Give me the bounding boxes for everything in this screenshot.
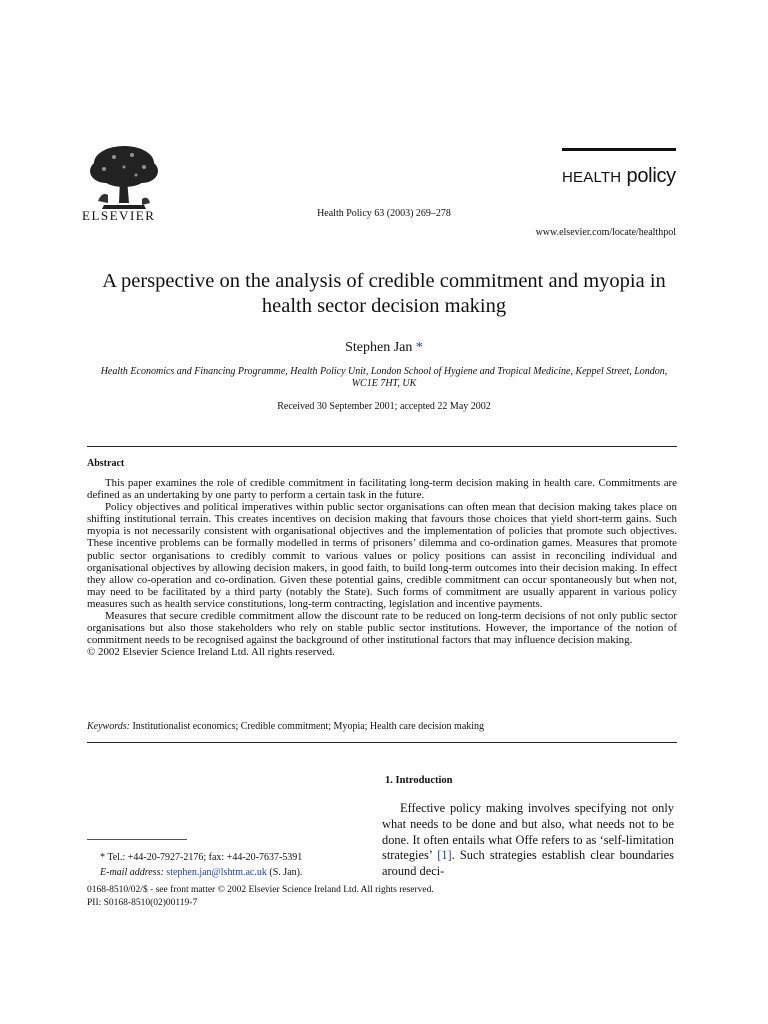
- journal-brand-bar: [562, 148, 676, 151]
- author-footnote: [100, 850, 302, 880]
- email-link[interactable]: stephen.jan@lshtm.ac.uk: [166, 867, 267, 878]
- abstract-paragraph: This paper examines the role of credible commitment in facilitating long-term decision making in health care. Commitments are defined as an undertaking by one party to perform a certain task in the future.: [87, 477, 677, 502]
- journal-brand-logo: [562, 165, 676, 188]
- email-suffix: (S. Jan).: [266, 867, 303, 878]
- author-line: [0, 340, 768, 356]
- abstract-bottom-rule: [87, 742, 677, 743]
- reference-link[interactable]: [1]: [437, 848, 452, 863]
- introduction-text: [382, 801, 674, 880]
- keywords: [87, 721, 677, 732]
- author-footnote-mark[interactable]: *: [415, 340, 423, 355]
- journal-reference: Health Policy 63 (2003) 269–278: [317, 208, 451, 219]
- footnote-rule: [87, 839, 187, 840]
- footnote-contact: * Tel.: +44-20-7927-2176; fax: +44-20-7637-5391: [100, 852, 303, 863]
- abstract-top-rule: [87, 446, 677, 447]
- journal-url-link[interactable]: www.elsevier.com/locate/healthpol: [535, 227, 676, 238]
- received-dates: Received 30 September 2001; accepted 22 May 2002: [277, 401, 491, 412]
- abstract-body: [87, 477, 677, 658]
- abstract-heading: Abstract: [87, 458, 125, 469]
- intro-text-start: Effective policy making involves specifying not only what needs to be done and but also, what needs not to be done. It often entails what Offe refers to as ‘self-limitation strategies’: [382, 801, 674, 863]
- issn-line: 0168-8510/02/$ - see front matter © 2002 Elsevier Science Ireland Ltd. All rights reserved.: [87, 885, 434, 895]
- front-matter: [87, 884, 434, 910]
- email-label: E-mail address:: [100, 867, 164, 878]
- abstract-copyright: © 2002 Elsevier Science Ireland Ltd. All rights reserved.: [87, 646, 335, 659]
- footnote-email-line: [100, 865, 302, 880]
- abstract-paragraph: Measures that secure credible commitment allow the discount rate to be reduced on long-term decisions of not only public sector organisations but also those stakeholders who rely on stable public sector institutions. However, the importance of the notion of commitment needs to be recognised against the background of other institutional factors that may influence decision making.: [87, 610, 677, 647]
- brand-suffix: policy: [621, 165, 676, 187]
- keywords-text: Institutionalist economics; Credible commitment; Myopia; Health care decision making: [132, 721, 485, 732]
- publisher-name: ELSEVIER: [82, 208, 156, 223]
- intro-text-end: . Such strategies establish clear boundaries around deci-: [382, 848, 674, 879]
- pii-line: PII: S0168-8510(02)00119-7: [87, 898, 198, 908]
- article-title: A perspective on the analysis of credible commitment and myopia in health sector decision making: [102, 270, 666, 317]
- section-heading-introduction: 1. Introduction: [385, 775, 453, 786]
- keywords-label: Keywords:: [87, 721, 130, 732]
- author-name: Stephen Jan: [345, 340, 413, 355]
- abstract-paragraph: Policy objectives and political imperatives within public sector organisations can often mean that decision making takes place on shifting institutional terrain. This creates incentives on decision making that favours those choices that yield short-term gains. Such myopia is not necessarily consistent with organisational objectives and the implementation of policies that promote such objectives. These incentive problems can be formally modelled in terms of prisoners’ dilemma and co-ordination games. Measures that promote public sector organisations to credibly commit to various values or policy positions can assist in reconciling individual and organisational objectives by allowing decision makers, in good faith, to build long-term outcomes into their decision making. In effect they allow co-operation and co-ordination. Given these potential gains, credible commitment can occur spontaneously but when not, may need to be facilitated by a third party (notably the State). Such forms of commitment are usually apparent in various policy measures such as health service constitutions, long-term contracting, legislation and incentive payments.: [87, 501, 677, 610]
- author-affiliation: Health Economics and Financing Programme, Health Policy Unit, London School of Hygiene and Tropical Medicine, Keppel Street, London, WC1E 7HT, UK: [100, 366, 668, 389]
- elsevier-tree-logo-icon: [84, 143, 164, 211]
- brand-prefix: HEALTH: [562, 169, 622, 186]
